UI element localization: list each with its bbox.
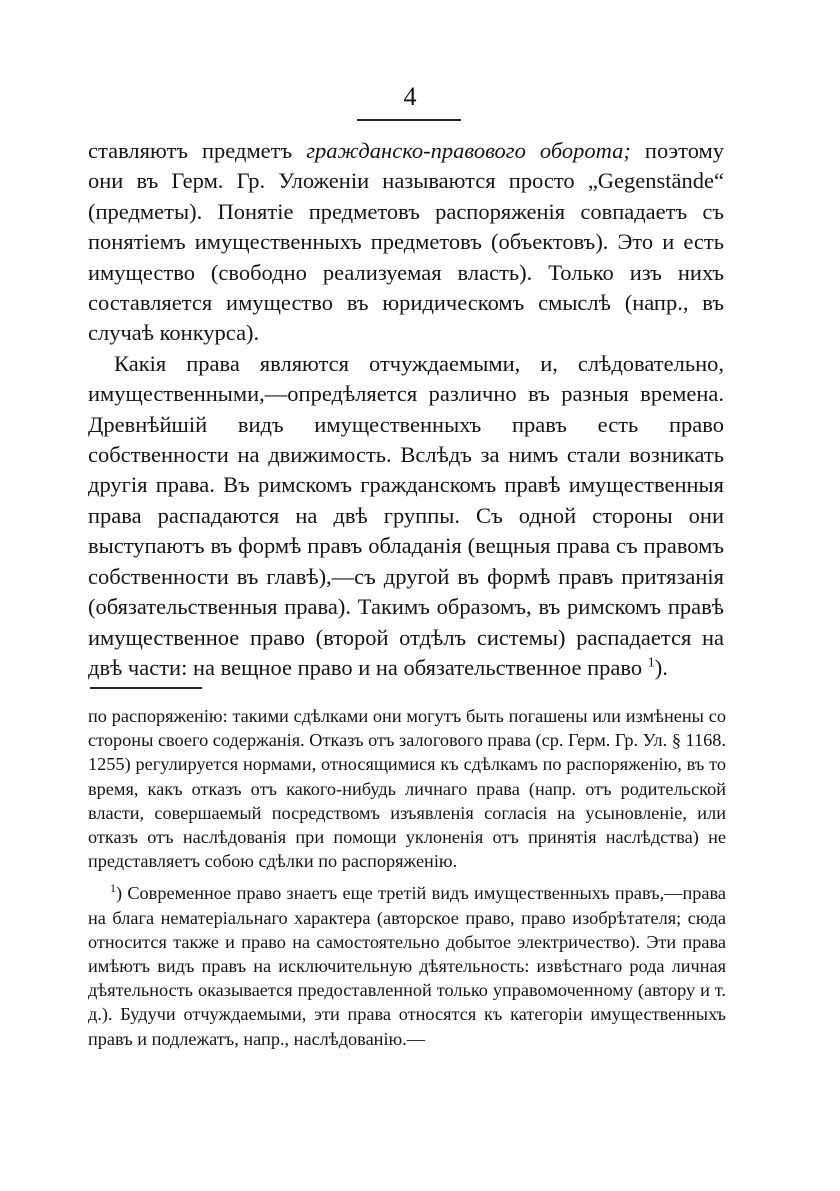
header-rule bbox=[357, 119, 461, 121]
footnote-reference-1: 1 bbox=[647, 655, 655, 671]
paragraph-2 bbox=[88, 349, 724, 683]
footnotes bbox=[88, 704, 726, 1051]
footnote-1-mark: 1 bbox=[110, 881, 116, 896]
paragraph-1-rest: поэтому они въ Герм. Гр. Уложеніи называются просто „Gegenstände“ (предметы). Понятіе предметовъ распоряженія совпадаетъ съ понятіемъ имущественныхъ предметовъ (объектовъ). Это и есть имущество (свободно реализуемая власть). Только изъ нихъ составляется имущество въ юридическомъ смыслѣ (напр., въ случаѣ конкурса). bbox=[88, 138, 724, 346]
page-number: 4 bbox=[403, 82, 417, 111]
footnote-1 bbox=[88, 881, 726, 1050]
paragraph-1 bbox=[88, 136, 724, 349]
footnote-continuation: по распоряженію: такими сдѣлками они могутъ быть погашены или измѣнены со стороны своего содержанія. Отказъ отъ залогового права (ср. Герм. Гр. Ул. § 1168. 1255) регулируется нормами, относящимися къ сдѣлкамъ по распоряженію, въ то время, какъ отказъ отъ какого-нибудь личнаго права (напр. отъ родительской власти, совершаемый посредствомъ изъявленія согласія на усыновленіе, или отказъ отъ наслѣдованія при помощи уклоненія отъ принятія наслѣдства) не представляетъ собою сдѣлки по распоряженію. bbox=[88, 706, 726, 872]
paragraph-1-emphasis: гражданско-правового оборота; bbox=[306, 138, 631, 163]
main-text bbox=[88, 136, 724, 683]
paragraph-1-start: ставляютъ предметъ bbox=[88, 138, 307, 163]
paragraph-2-end: ). bbox=[654, 654, 668, 680]
paragraph-2-text: Какія права являются отчуждаемыми, и, слѣдовательно, имущественными,—опредѣляется различно въ разныя времена. Древнѣйшій видъ имущественныхъ правъ есть право собственности на движимость. Вслѣдъ за нимъ стали возникать другія права. Въ римскомъ гражданскомъ правѣ имущественныя права распадаются на двѣ группы. Съ одной стороны они выступаютъ въ формѣ правъ обладанія (вещныя права съ правомъ собственности въ главѣ),—съ другой въ формѣ правъ притязанія (обязательственныя права). Такимъ образомъ, въ римскомъ правѣ имущественное право (второй отдѣлъ системы) распадается на двѣ части: на вещное право и на обязательственное право bbox=[88, 350, 724, 680]
footnote-separator bbox=[90, 687, 202, 689]
footnote-1-text: ) Современное право знаетъ еще третій видъ имущественныхъ правъ,—права на блага нематеріальнаго характера (авторское право, право изобрѣтателя; сюда относится также и право на самостоятельно добытое электричество). Эти права имѣютъ видъ правъ на исключительную дѣятельность: извѣстнаго рода личная дѣятельность оказывается предоставленной только управомоченному (автору и т. д.). Будучи отчуждаемыми, эти права относятся къ категоріи имущественныхъ правъ и подлежатъ, напр., наслѣдованію.— bbox=[88, 883, 726, 1049]
